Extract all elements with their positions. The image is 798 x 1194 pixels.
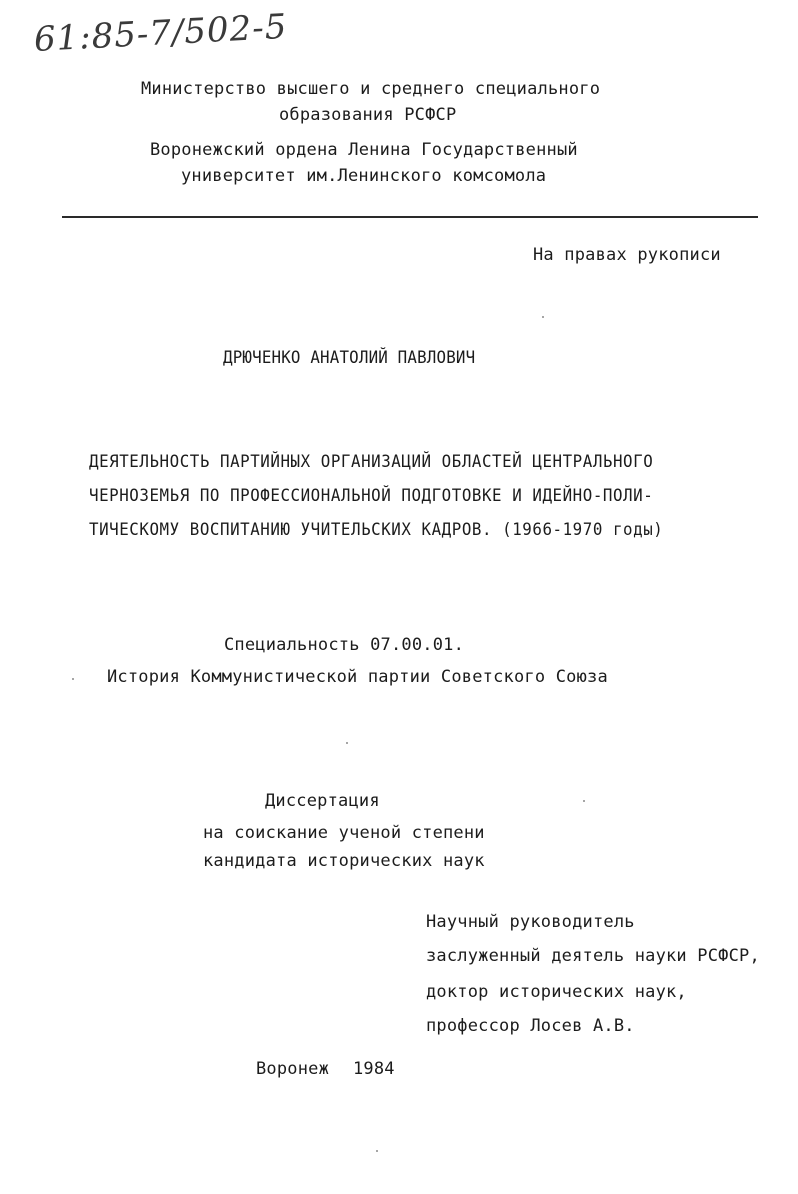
- place-city: Воронеж: [256, 1059, 330, 1079]
- dissertation-title-line-2: ЧЕРНОЗЕМЬЯ ПО ПРОФЕССИОНАЛЬНОЙ ПОДГОТОВКЕ И ИДЕЙНО-ПОЛИ-: [89, 486, 654, 506]
- ministry-line-1: Министерство высшего и среднего специального: [141, 79, 601, 99]
- ministry-line-2: образования РСФСР: [279, 105, 457, 125]
- specialty-name: История Коммунистической партии Советского Союза: [107, 667, 608, 687]
- dissertation-title-line-1: ДЕЯТЕЛЬНОСТЬ ПАРТИЙНЫХ ОРГАНИЗАЦИЙ ОБЛАСТЕЙ ЦЕНТРАЛЬНОГО: [89, 452, 654, 472]
- place-year: 1984: [353, 1059, 395, 1079]
- supervisor-label: Научный руководитель: [426, 912, 635, 932]
- university-line-2: университет им.Ленинского комсомола: [181, 166, 547, 186]
- supervisor-honor: заслуженный деятель науки РСФСР,: [426, 946, 760, 966]
- header-divider: [62, 216, 758, 218]
- dissertation-label: Диссертация: [265, 791, 380, 811]
- dissertation-title-line-3: ТИЧЕСКОМУ ВОСПИТАНИЮ УЧИТЕЛЬСКИХ КАДРОВ. (1966-1970 годы): [89, 520, 664, 540]
- manuscript-note: На правах рукописи: [533, 245, 721, 265]
- paper-speck: [583, 800, 585, 802]
- paper-speck: [72, 678, 74, 680]
- author-name: ДРЮЧЕНКО АНАТОЛИЙ ПАВЛОВИЧ: [223, 348, 476, 368]
- supervisor-name: профессор Лосев А.В.: [426, 1016, 635, 1036]
- degree-line-2: кандидата исторических наук: [203, 851, 485, 871]
- university-line-1: Воронежский ордена Ленина Государственный: [150, 140, 578, 160]
- degree-line-1: на соискание ученой степени: [203, 823, 485, 843]
- handwritten-archive-code: 61:85-7/502-5: [32, 6, 289, 60]
- supervisor-degree: доктор исторических наук,: [426, 982, 687, 1002]
- paper-speck: [346, 742, 348, 744]
- specialty-code: Специальность 07.00.01.: [224, 635, 465, 655]
- paper-speck: [376, 1150, 378, 1152]
- paper-speck: [542, 316, 544, 318]
